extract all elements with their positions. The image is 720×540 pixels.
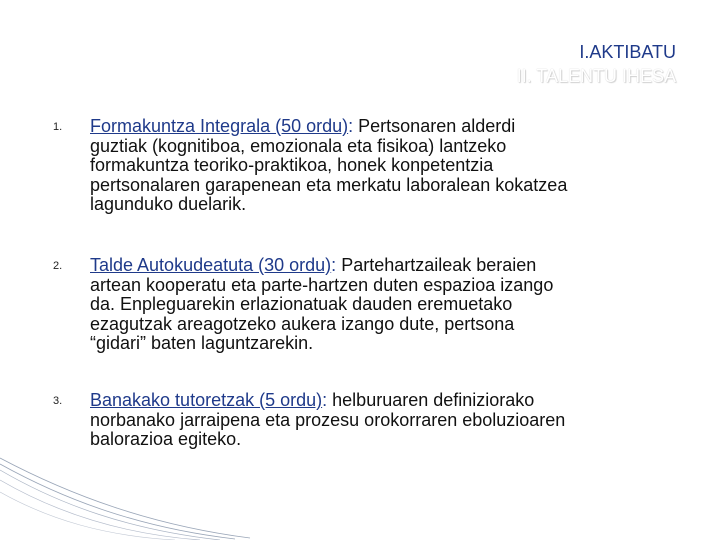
list-item-line: lagunduko duelarik. bbox=[90, 194, 247, 214]
list-item-lead: Talde Autokudeatuta (30 ordu) bbox=[90, 255, 332, 275]
list-item-line-text: Partehartzaileak beraien bbox=[336, 255, 537, 275]
slide-title: I.AKTIBATU bbox=[579, 42, 676, 62]
list-item-text bbox=[90, 117, 680, 215]
list-item-text bbox=[90, 256, 680, 354]
list-item-line-text: Pertsonaren alderdi bbox=[353, 116, 516, 136]
list-item-line: guztiak (kognitiboa, emozionala eta fisikoa) lantzeko bbox=[90, 135, 507, 156]
list-item-line-text: helburuaren definiziorako bbox=[327, 390, 535, 410]
list-item-colon: : bbox=[348, 116, 354, 136]
list-item-lead: Formakuntza Integrala (50 ordu) bbox=[90, 116, 349, 136]
list-item-line: artean kooperatu eta parte-hartzen duten espazioa izango bbox=[90, 274, 554, 295]
list-item-line: da. Enpleguarekin erlazionatuak dauden eremuetako bbox=[90, 294, 513, 314]
list-item-line: pertsonalaren garapenean eta merkatu laboralean kokatzea bbox=[90, 174, 568, 195]
list-item-line bbox=[90, 117, 680, 137]
list-item-number: 1. bbox=[53, 121, 63, 133]
list-item-line: “gidari” baten laguntzarekin. bbox=[90, 333, 314, 353]
list-item-lead: Banakako tutoretzak (5 ordu) bbox=[90, 390, 323, 410]
list-item-colon: : bbox=[331, 255, 337, 275]
list-item-number: 3. bbox=[53, 395, 63, 407]
list-item-line: norbanako jarraipena eta prozesu orokorraren eboluzioaren bbox=[90, 409, 566, 430]
list-item-line bbox=[90, 391, 680, 411]
list-item-line: balorazioa egiteko. bbox=[90, 429, 242, 449]
list-item-number: 2. bbox=[53, 260, 63, 272]
list-item-text bbox=[90, 391, 680, 450]
list-item-line: ezagutzak areagotzeko aukera izango dute, pertsona bbox=[90, 313, 515, 334]
list-item-colon: : bbox=[322, 390, 328, 410]
list-item-line: formakuntza teoriko-praktikoa, honek konpetentzia bbox=[90, 155, 494, 175]
list-item-line bbox=[90, 256, 680, 276]
slide-subtitle: II. TALENTU IHESA bbox=[516, 66, 676, 86]
